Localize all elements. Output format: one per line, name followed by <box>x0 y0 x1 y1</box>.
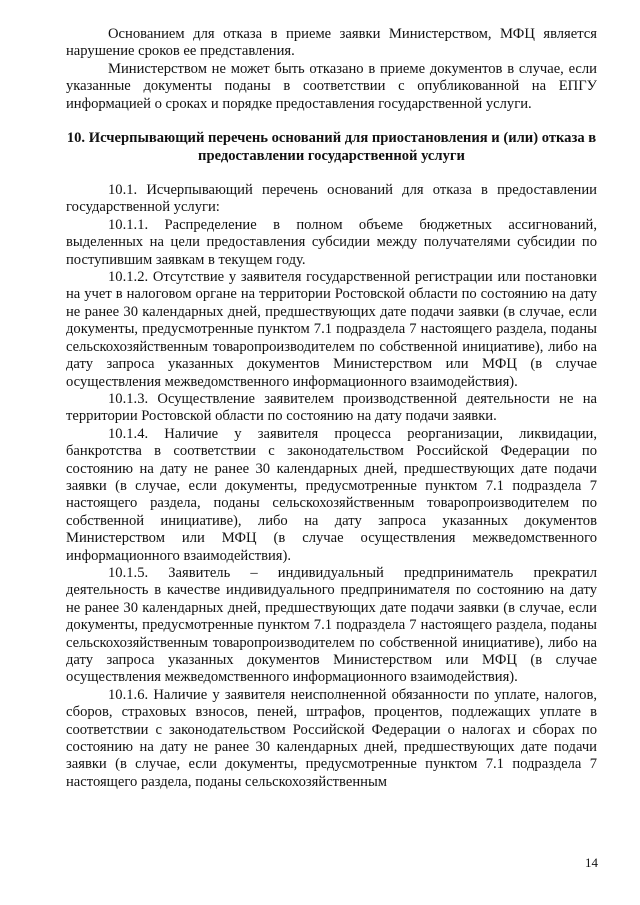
paragraph-10-1-1: 10.1.1. Распределение в полном объеме бюджетных ассигнований, выделенных на цели предоставления субсидии между получателями субсидии по поступившим заявкам в текущем году. <box>66 216 597 268</box>
document-body <box>66 26 597 791</box>
paragraph-no-refusal-case: Министерством не может быть отказано в приеме документов в случае, если указанные документы поданы в соответствии с опубликованной на ЕПГУ информацией о сроках и порядке предоставления государственной услуги. <box>66 60 597 112</box>
page-number: 14 <box>585 855 598 870</box>
paragraph-10-1-4: 10.1.4. Наличие у заявителя процесса реорганизации, ликвидации, банкротства в соответствии с законодательством Российской Федерации по состоянию на дату не ранее 30 календарных дней, предшествующих дате подачи заявки (в случае, если документы, предусмотренные пунктом 7.1 подраздела 7 настоящего раздела, поданы сельскохозяйственным товаропроизводителем по собственной инициативе), либо на дату запроса указанных документов Министерством или МФЦ (в случае осуществления межведомственного информационного взаимодействия). <box>66 425 597 564</box>
paragraph-10-1-6: 10.1.6. Наличие у заявителя неисполненной обязанности по уплате, налогов, сборов, страховых взносов, пеней, штрафов, процентов, подлежащих уплате в соответствии с законодательством Российской Федерации о налогах и сборах по состоянию на дату не ранее 30 календарных дней, предшествующих дате подачи заявки (в случае, если документы, предусмотренные пунктом 7.1 подраздела 7 настоящего раздела, поданы сельскохозяйственным <box>66 686 597 790</box>
paragraph-10-1-2: 10.1.2. Отсутствие у заявителя государственной регистрации или постановки на учет в налоговом органе на территории Ростовской области по состоянию на дату не ранее 30 календарных дней, предшествующих дате подачи заявки (в случае, если документы, предусмотренные пунктом 7.1 подраздела 7 настоящего раздела, поданы сельскохозяйственным товаропроизводителем по собственной инициативе), либо на дату запроса указанных документов Министерством или МФЦ (в случае осуществления межведомственного информационного взаимодействия). <box>66 269 597 390</box>
paragraph-refusal-basis: Основанием для отказа в приеме заявки Министерством, МФЦ является нарушение сроков ее представления. <box>66 26 597 60</box>
section-heading: 10. Исчерпывающий перечень оснований для приостановления и (или) отказа в предоставлении государственной услуги <box>66 130 597 165</box>
paragraph-10-1: 10.1. Исчерпывающий перечень оснований для отказа в предоставлении государственной услуги: <box>66 182 597 216</box>
paragraph-10-1-3: 10.1.3. Осуществление заявителем производственной деятельности не на территории Ростовской области по состоянию на дату подачи заявки. <box>66 390 597 425</box>
paragraph-10-1-5: 10.1.5. Заявитель – индивидуальный предприниматель прекратил деятельность в качестве индивидуального предпринимателя по состоянию на дату не ранее 30 календарных дней, предшествующих дате подачи заявки (в случае, если документы, предусмотренные пунктом 7.1 подраздела 7 настоящего раздела, поданы сельскохозяйственным товаропроизводителем по собственной инициативе), либо на дату запроса указанных документов Министерством или МФЦ (в случае осуществления межведомственного информационного взаимодействия). <box>66 564 597 686</box>
